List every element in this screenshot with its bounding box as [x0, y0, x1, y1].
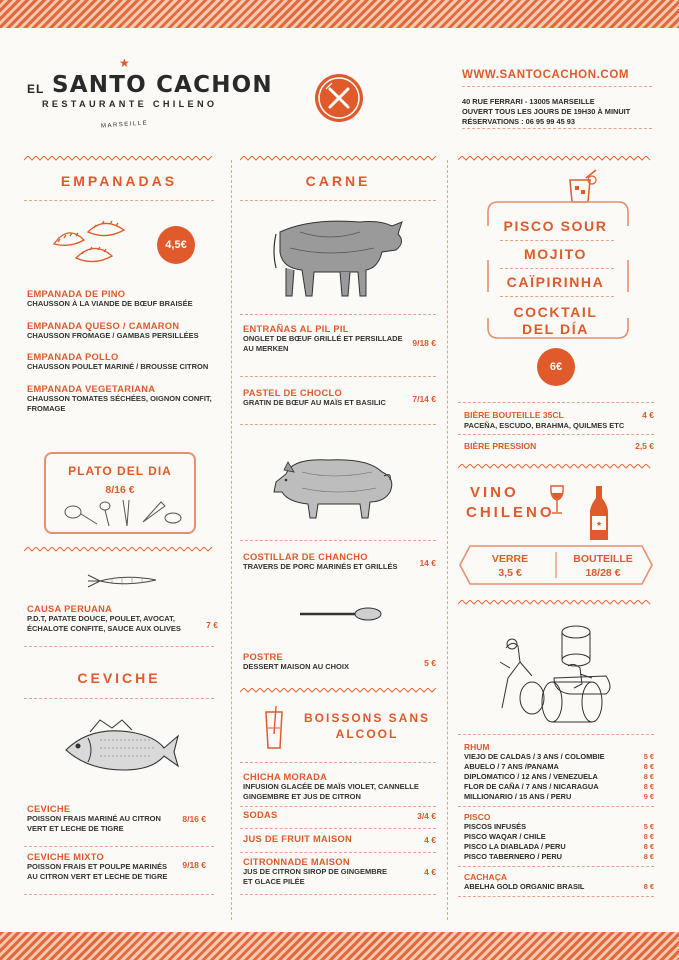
logo-subtitle: RESTAURANTE CHILENO	[42, 99, 218, 109]
empanadas-title: EMPANADAS	[60, 173, 178, 189]
item-price: 14 €	[419, 558, 436, 568]
divider	[24, 846, 214, 847]
item-price: 4 €	[642, 410, 654, 420]
divider	[240, 424, 436, 425]
item-price: 8 €	[643, 782, 654, 791]
list-item	[27, 321, 227, 341]
item-name: ABUELO / 7 ANS /PANAMA	[464, 762, 559, 771]
item-price: 8 €	[643, 772, 654, 781]
item-name: COSTILLAR DE CHANCHO	[243, 552, 368, 562]
plato-price: 8/16 €	[105, 484, 135, 496]
list-item	[243, 834, 352, 844]
divider	[24, 646, 214, 647]
cocktail-item: DEL DÍA	[522, 321, 589, 337]
pig-icon	[272, 448, 398, 525]
item-name: PISCO WAQAR / CHILE	[464, 832, 546, 841]
item-price: 8 €	[643, 842, 654, 851]
item-price: 5 €	[643, 822, 654, 831]
item-desc: INFUSION GLACÉE DE MAÏS VIOLET, CANNELLE	[243, 782, 419, 791]
cocktail-item: CAÏPIRINHA	[506, 274, 605, 290]
item-price: 7 €	[206, 620, 218, 630]
vino-title-line2: CHILENO	[466, 504, 555, 521]
item-name: CHICHA MORADA	[243, 772, 328, 782]
list-item	[27, 289, 227, 309]
list-item	[243, 772, 443, 802]
website-link[interactable]: WWW.SANTOCACHON.COM	[462, 69, 630, 81]
item-desc: P.D.T, PATATE DOUCE, POULET, AVOCAT,	[27, 614, 175, 623]
divider	[240, 852, 436, 853]
divider	[458, 402, 654, 403]
cocktail-item: PISCO SOUR	[503, 218, 608, 234]
verre-label: VERRE	[491, 553, 529, 565]
list-item	[243, 810, 278, 820]
divider	[500, 240, 614, 241]
fork-knife-icon	[315, 74, 363, 122]
item-desc: GINGEMBRE ET JUS DE CITRON	[243, 792, 361, 801]
divider	[240, 894, 436, 895]
item-name: JUS DE FRUIT MAISON	[243, 834, 353, 844]
item-name: PISCOS INFUSÉS	[464, 822, 527, 831]
item-name: EMPANADA POLLO	[27, 352, 119, 362]
item-name: SODAS	[243, 810, 278, 820]
divider	[458, 806, 654, 807]
item-desc: CHAUSSON À LA VIANDE DE BŒUF BRAISÉE	[27, 299, 193, 308]
item-name: PASTEL DE CHOCLO	[243, 388, 342, 398]
list-item	[464, 822, 654, 832]
list-item	[464, 772, 654, 782]
item-name: PISCO TABERNERO / PERU	[464, 852, 563, 861]
empanada-illustration-icon	[50, 218, 132, 281]
item-desc: TRAVERS DE PORC MARINÉS ET GRILLÉS	[243, 562, 398, 571]
divider	[240, 200, 436, 201]
zigzag-divider	[458, 600, 654, 608]
svg-text:★: ★	[595, 520, 603, 528]
item-price: 4 €	[424, 867, 436, 877]
divider	[462, 128, 652, 129]
item-name: EMPANADA VEGETARIANA	[27, 384, 156, 394]
beer-draft-name: BIÈRE PRESSION	[464, 441, 537, 451]
list-item	[464, 782, 654, 792]
zigzag-divider	[458, 156, 654, 164]
item-price: 3/4 €	[417, 811, 436, 821]
item-desc: JUS DE CITRON SIROP DE GINGEMBRE	[243, 867, 388, 876]
divider	[462, 86, 652, 87]
divider	[24, 698, 214, 699]
item-price: 9/18 €	[412, 338, 436, 348]
divider	[240, 314, 436, 315]
item-price: 9 €	[643, 792, 654, 801]
list-item	[464, 762, 654, 772]
ceviche-title: CEVICHE	[77, 670, 161, 686]
item-desc: AU MERKEN	[243, 344, 289, 353]
item-desc: DESSERT MAISON AU CHOIX	[243, 662, 349, 671]
item-desc: VERT ET LECHE DE TIGRE	[27, 824, 124, 833]
bottom-chevron-border	[0, 932, 679, 960]
divider	[240, 762, 436, 763]
item-price: 8 €	[643, 852, 654, 861]
list-item	[464, 832, 654, 842]
cocktails-price-badge: 6€	[537, 348, 575, 386]
item-price: 5 €	[643, 752, 654, 761]
beer-brands: PACEÑA, ESCUDO, BRAHMA, QUILMES ETC	[464, 421, 625, 430]
item-price: 8 €	[643, 832, 654, 841]
item-name: ABELHA GOLD ORGANIC BRASIL	[464, 882, 585, 891]
list-item	[464, 792, 654, 802]
kitchen-utensils-icon	[55, 498, 185, 528]
item-name: ENTRAÑAS AL PIL PIL	[243, 324, 349, 334]
plato-del-dia-box	[44, 452, 196, 534]
item-desc: POISSON FRAIS MARINÉ AU CITRON	[27, 814, 161, 823]
glass-icon	[263, 704, 285, 755]
divider	[240, 376, 436, 377]
reservations-phone[interactable]: RÉSERVATIONS : 06 95 99 45 93	[462, 117, 575, 126]
cocktail-item: COCKTAIL	[513, 304, 598, 320]
zigzag-divider	[24, 547, 214, 555]
carne-title: CARNE	[305, 173, 371, 189]
item-desc: AU CITRON VERT ET LECHE DE TIGRE	[27, 872, 168, 881]
item-name: CITRONNADE MAISON	[243, 857, 350, 867]
boissons-title	[292, 710, 442, 742]
zigzag-divider	[240, 156, 438, 164]
list-item	[464, 752, 654, 762]
barrel-workers-icon	[496, 618, 614, 731]
verre-price: 3,5 €	[498, 567, 522, 579]
bouteille-price: 18/28 €	[585, 567, 621, 579]
logo-name: SANTO CACHON	[52, 72, 273, 98]
spoon-icon	[298, 606, 384, 627]
divider	[458, 734, 654, 735]
item-name: MILLIONARIO / 15 ANS / PERU	[464, 792, 572, 801]
logo-city: MARSEILLE	[100, 120, 149, 130]
item-name: DIPLOMATICO / 12 ANS / VENEZUELA	[464, 772, 598, 781]
top-chevron-border	[0, 0, 679, 28]
list-item	[27, 384, 227, 414]
cachaca-title: CACHAÇA	[464, 872, 507, 882]
item-price: 2,5 €	[635, 441, 654, 451]
item-price: 5 €	[424, 658, 436, 668]
column-divider	[447, 160, 448, 920]
pisco-title: PISCO	[464, 812, 491, 822]
empanadas-price-badge: 4,5€	[157, 226, 195, 264]
boissons-title-line1: BOISSONS SANS	[303, 711, 431, 725]
zigzag-divider	[24, 156, 214, 164]
zigzag-divider	[458, 464, 654, 472]
cocktail-item: MOJITO	[523, 246, 588, 262]
divider	[458, 434, 654, 435]
divider	[458, 896, 654, 897]
item-desc: FROMAGE	[27, 404, 66, 413]
item-price: 9/18 €	[182, 860, 206, 870]
column-divider	[231, 160, 232, 920]
beer-bottle-name: BIÈRE BOUTEILLE 35CL	[464, 410, 564, 420]
bouteille-label: BOUTEILLE	[573, 553, 633, 565]
carrot-icon	[86, 572, 158, 595]
plato-title: PLATO DEL DIA	[68, 464, 172, 478]
list-item	[464, 882, 654, 892]
divider	[458, 866, 654, 867]
divider	[240, 806, 436, 807]
item-desc: ET GLACE PILÉE	[243, 877, 305, 886]
opening-hours: OUVERT TOUS LES JOURS DE 19H30 À MINUIT	[462, 107, 631, 116]
fish-icon	[60, 718, 180, 787]
list-item	[464, 842, 654, 852]
item-price: 4 €	[424, 835, 436, 845]
list-item	[27, 804, 187, 834]
list-item	[464, 852, 654, 862]
bull-icon	[270, 212, 410, 307]
item-name: EMPANADA QUESO / CAMARON	[27, 321, 180, 331]
item-desc: CHAUSSON POULET MARINÉ / BROUSSE CITRON	[27, 362, 209, 371]
item-name: CEVICHE	[27, 804, 71, 814]
item-price: 8/16 €	[182, 814, 206, 824]
item-desc: ÉCHALOTE CONFITE, SAUCE AUX OLIVES	[27, 624, 181, 633]
wine-bottle-icon	[588, 486, 610, 547]
divider	[500, 296, 614, 297]
contact-block	[462, 97, 630, 127]
wine-glass-price	[470, 552, 550, 580]
item-price: 7/14 €	[412, 394, 436, 404]
address: 40 RUE FERRARI - 13005 MARSEILLE	[462, 97, 595, 106]
boissons-title-line2: ALCOOL	[335, 727, 399, 741]
item-price: 8 €	[643, 762, 654, 771]
wine-bottle-price	[560, 552, 646, 580]
item-price: 8 €	[643, 882, 654, 891]
item-desc: CHAUSSON FROMAGE / GAMBAS PERSILLÉES	[27, 331, 199, 340]
item-name: CEVICHE MIXTO	[27, 852, 105, 862]
item-desc: CHAUSSON TOMATES SÉCHÉES, OIGNON CONFIT,	[27, 394, 212, 403]
wine-glass-icon	[548, 484, 566, 521]
logo-el: EL	[27, 82, 45, 96]
item-name: FLOR DE CAÑA / 7 ANS / NICARAGUA	[464, 782, 599, 791]
vino-title-line1: VINO	[470, 484, 519, 501]
divider	[240, 540, 436, 541]
divider	[500, 268, 614, 269]
item-desc: GRATIN DE BŒUF AU MAÏS ET BASILIC	[243, 398, 386, 407]
zigzag-divider	[240, 688, 438, 696]
rhum-title: RHUM	[464, 742, 490, 752]
divider	[240, 828, 436, 829]
item-name: CAUSA PERUANA	[27, 604, 113, 614]
item-desc: POISSON FRAIS ET POULPE MARINÉS	[27, 862, 168, 871]
list-item	[27, 352, 227, 372]
divider	[24, 200, 214, 201]
item-name: VIEJO DE CALDAS / 3 ANS / COLOMBIE	[464, 752, 605, 761]
divider	[24, 894, 214, 895]
item-name: POSTRE	[243, 652, 284, 662]
item-name: EMPANADA DE PINO	[27, 289, 126, 299]
logo-star-icon: ★	[119, 56, 130, 70]
item-desc: ONGLET DE BŒUF GRILLÉ ET PERSILLADE	[243, 334, 403, 343]
item-name: PISCO LA DIABLADA / PERU	[464, 842, 566, 851]
